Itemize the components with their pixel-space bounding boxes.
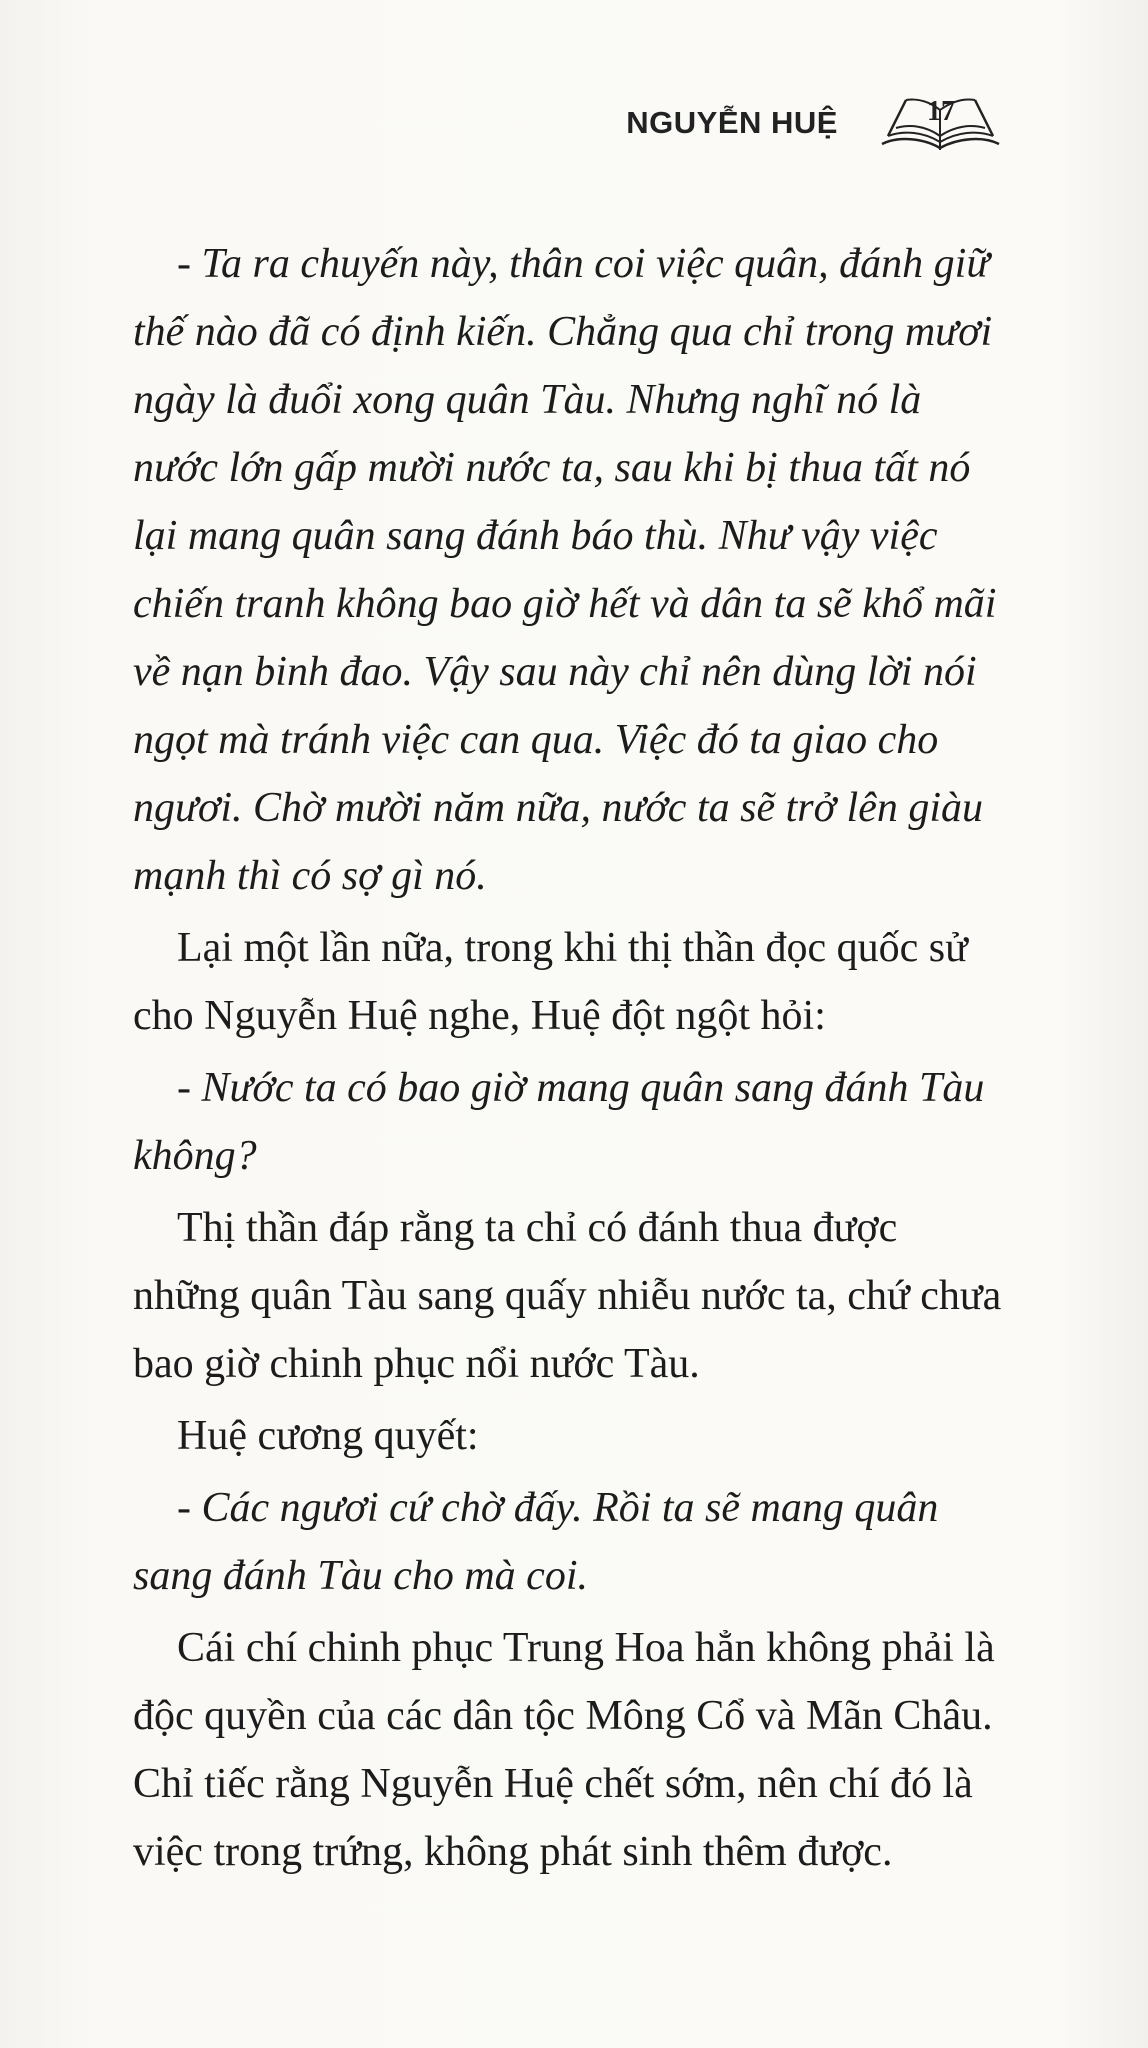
page-number: 17	[927, 96, 955, 127]
paragraph: Cái chí chinh phục Trung Hoa hẳn không phải là độc quyền của các dân tộc Mông Cổ và Mãn Châu. Chỉ tiếc rằng Nguyễn Huệ chết sớm, nên chí đó là việc trong trứng, không phát sinh thêm được.	[133, 1625, 995, 1875]
paragraph: - Nước ta có bao giờ mang quân sang đánh Tàu không?	[133, 1065, 985, 1179]
chapter-title: NGUYỄN HUỆ	[626, 105, 838, 140]
paragraph: Thị thần đáp rằng ta chỉ có đánh thua được những quân Tàu sang quấy nhiễu nước ta, chứ chưa bao giờ chinh phục nổi nước Tàu.	[133, 1205, 1002, 1387]
open-book-icon	[878, 88, 1003, 158]
paragraph: - Các ngươi cứ chờ đấy. Rồi ta sẽ mang quân sang đánh Tàu cho mà coi.	[133, 1485, 939, 1599]
body-text	[133, 230, 1013, 1886]
paragraph: Huệ cương quyết:	[177, 1413, 479, 1459]
running-header	[626, 88, 1003, 158]
paragraph: Lại một lần nữa, trong khi thị thần đọc quốc sử cho Nguyễn Huệ nghe, Huệ đột ngột hỏi:	[133, 925, 968, 1039]
paragraph: - Ta ra chuyến này, thân coi việc quân, đánh giữ thế nào đã có định kiến. Chẳng qua chỉ trong mươi ngày là đuổi xong quân Tàu. Nhưng nghĩ nó là nước lớn gấp mười nước ta, sau khi bị thua tất nó lại mang quân sang đánh báo thù. Như vậy việc chiến tranh không bao giờ hết và dân ta sẽ khổ mãi về nạn binh đao. Vậy sau này chỉ nên dùng lời nói ngọt mà tránh việc can qua. Việc đó ta giao cho ngươi. Chờ mười năm nữa, nước ta sẽ trở lên giàu mạnh thì có sợ gì nó.	[133, 241, 997, 899]
